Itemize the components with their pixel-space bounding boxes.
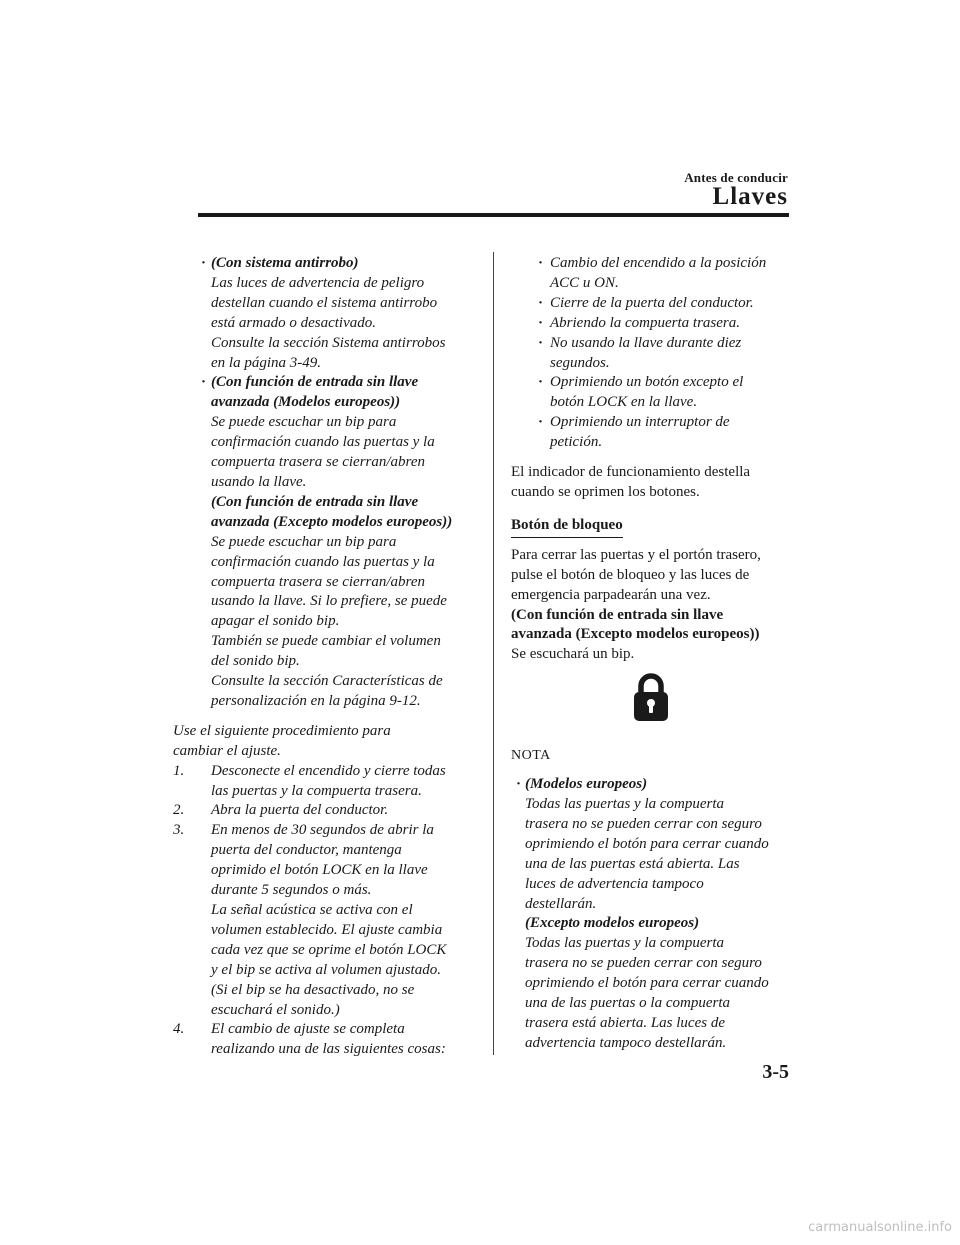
step-number: 4.	[173, 1021, 185, 1038]
page-number: 3-5	[762, 1061, 789, 1083]
page-title: Llaves	[712, 183, 788, 210]
text-line: trasera no se pueden cerrar con seguro	[525, 955, 762, 972]
column-divider	[493, 252, 494, 1055]
lock-button-heading: Botón de bloqueo	[511, 516, 623, 538]
text-line: usando la llave.	[211, 473, 307, 490]
sub-bullet-encendido	[511, 254, 793, 294]
step-number: 2.	[173, 802, 185, 819]
step-2	[173, 801, 485, 821]
sub-bullet-interruptor	[511, 413, 793, 453]
procedure-intro	[173, 722, 485, 762]
text-line: La señal acústica se activa con el	[211, 902, 413, 918]
text-line: del sonido bip.	[211, 653, 300, 670]
left-column	[173, 254, 485, 1060]
text-line: Todas las puertas y la compuerta	[525, 935, 725, 952]
indicator-paragraph	[511, 463, 793, 503]
text-line: Las luces de advertencia de peligro	[211, 274, 425, 291]
bullet-dot: ·	[201, 374, 207, 391]
text-line: avanzada (Excepto modelos europeos))	[511, 626, 760, 643]
sub-bullet-diez-segundos	[511, 334, 793, 374]
step-4	[173, 1020, 485, 1060]
bullet-dot: ·	[538, 255, 544, 271]
section-title: Antes de conducir	[684, 170, 788, 185]
text-line: una de las puertas está abierta. Las	[525, 855, 740, 872]
text-line: y el bip se activa al volumen ajustado.	[211, 961, 441, 978]
text-line: Todas las puertas y la compuerta	[525, 796, 725, 813]
text-line: Se puede escuchar un bip para	[211, 414, 397, 431]
text-line: durante 5 segundos o más.	[211, 882, 372, 899]
text-line: destellan cuando el sistema antirrobo	[211, 294, 438, 311]
bullet-title: (Con función de entrada sin llave	[211, 374, 419, 391]
text-line: cuando se oprimen los botones.	[511, 483, 700, 500]
bullet-subtitle: avanzada (Excepto modelos europeos))	[211, 513, 453, 530]
bullet-title: avanzada (Modelos europeos))	[211, 394, 401, 411]
bullet-entrada-sin-llave	[173, 373, 485, 711]
nota-block	[511, 775, 793, 1054]
text-line: compuerta trasera se cierran/abren	[211, 454, 425, 471]
bullet-dot: ·	[538, 374, 544, 391]
bullet-title: (Con sistema antirrobo)	[211, 255, 359, 271]
text-line: las puertas y la compuerta trasera.	[211, 782, 422, 799]
text-line: pulse el botón de bloqueo y las luces de	[511, 566, 750, 583]
text-line: El indicador de funcionamiento destella	[511, 464, 751, 481]
text-line: realizando una de las siguientes cosas:	[211, 1041, 446, 1058]
padlock-icon	[632, 672, 670, 722]
sub-bullet-puerta	[511, 294, 793, 314]
nota-title: (Excepto modelos europeos)	[525, 915, 700, 932]
text-line: También se puede cambiar el volumen	[211, 633, 441, 650]
bullet-dot: ·	[538, 414, 544, 431]
text-line: trasera no se pueden cerrar con seguro	[525, 815, 762, 832]
text-line: petición.	[550, 434, 603, 451]
text-line: Cierre de la puerta del conductor.	[550, 294, 754, 311]
nota-bullet	[516, 775, 793, 1054]
bullet-dot: ·	[538, 334, 544, 351]
text-line: Cambio del encendido a la posición	[550, 255, 767, 271]
text-line: ACC u ON.	[550, 274, 619, 291]
text-line: emergencia parpadearán una vez.	[511, 586, 711, 603]
text-line: personalización en la página 9-12.	[211, 692, 421, 709]
bullet-dot: ·	[538, 294, 544, 311]
text-line: luces de advertencia tampoco	[525, 875, 704, 892]
lock-paragraph	[511, 546, 793, 665]
text-line: escuchará el sonido.)	[211, 1001, 340, 1018]
text-line: Use el siguiente procedimiento para	[173, 722, 391, 739]
text-line: En menos de 30 segundos de abrir la	[211, 822, 434, 839]
text-line: en la página 3-49.	[211, 354, 321, 371]
text-line: confirmación cuando las puertas y la	[211, 434, 435, 451]
text-line: volumen establecido. El ajuste cambia	[211, 921, 443, 938]
text-line: El cambio de ajuste se completa	[211, 1021, 405, 1038]
nota-label: NOTA	[511, 748, 551, 764]
bullet-dot: ·	[538, 314, 544, 331]
text-line: apagar el sonido bip.	[211, 613, 340, 630]
right-column	[511, 254, 793, 1054]
text-line: (Si el bip se ha desactivado, no se	[211, 981, 415, 998]
text-line: oprimido el botón LOCK en la llave	[211, 862, 428, 879]
text-line: destellarán.	[525, 895, 597, 912]
step-number: 3.	[173, 822, 185, 839]
bullet-subtitle: (Con función de entrada sin llave	[211, 493, 419, 510]
text-line: oprimiendo el botón para cerrar cuando	[525, 835, 769, 852]
text-line: una de las puertas o la compuerta	[525, 995, 730, 1012]
text-line: Se puede escuchar un bip para	[211, 533, 397, 550]
step-number: 1.	[173, 762, 185, 779]
text-line: Consulte la sección Características de	[211, 673, 443, 690]
nota-title: (Modelos europeos)	[525, 776, 648, 793]
text-line: puerta del conductor, mantenga	[211, 842, 402, 859]
bullet-dot: ·	[516, 776, 522, 793]
text-line: oprimiendo el botón para cerrar cuando	[525, 975, 769, 992]
text-line: Abriendo la compuerta trasera.	[550, 314, 740, 331]
header-rule	[198, 213, 789, 217]
text-line: Para cerrar las puertas y el portón trasero,	[511, 546, 761, 563]
text-line: Oprimiendo un botón excepto el	[550, 374, 744, 391]
text-line: Desconecte el encendido y cierre todas	[211, 762, 446, 779]
text-line: advertencia tampoco destellarán.	[525, 1034, 727, 1051]
bullet-dot: ·	[201, 255, 207, 271]
step-3	[173, 821, 485, 1020]
text-line: cada vez que se oprime el botón LOCK	[211, 941, 447, 958]
text-line: compuerta trasera se cierran/abren	[211, 573, 425, 590]
text-line: (Con función de entrada sin llave	[511, 606, 724, 623]
text-line: usando la llave. Si lo prefiere, se puede	[211, 593, 447, 610]
text-line: trasera está abierta. Las luces de	[525, 1015, 725, 1031]
text-line: cambiar el ajuste.	[173, 742, 281, 759]
sub-bullet-compuerta	[511, 314, 793, 334]
text-line: está armado o desactivado.	[211, 314, 376, 331]
text-line: confirmación cuando las puertas y la	[211, 553, 435, 570]
text-line: Oprimiendo un interruptor de	[550, 414, 730, 431]
bullet-antirrobo	[173, 254, 485, 373]
text-line: Consulte la sección Sistema antirrobos	[211, 334, 446, 351]
text-line: botón LOCK en la llave.	[550, 394, 698, 411]
text-line: Se escuchará un bip.	[511, 646, 635, 663]
step-1	[173, 762, 485, 802]
text-line: Abra la puerta del conductor.	[211, 802, 389, 819]
watermark: carmanualsonline.info	[808, 1220, 952, 1235]
text-line: segundos.	[550, 354, 610, 371]
lock-icon-wrap	[511, 672, 793, 738]
text-line: No usando la llave durante diez	[550, 334, 742, 351]
sub-bullet-boton	[511, 373, 793, 413]
